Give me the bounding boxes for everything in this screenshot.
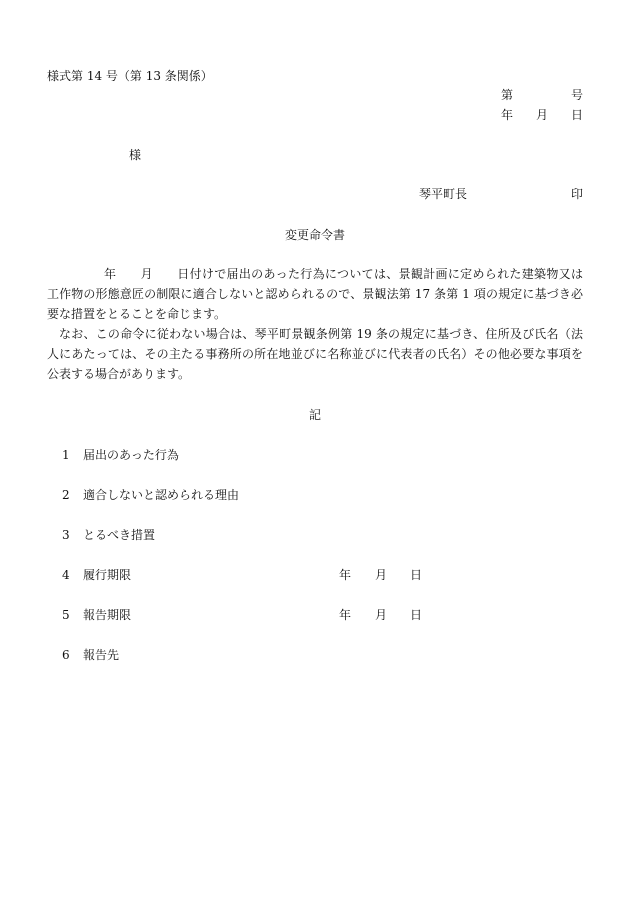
item-4-number: 4: [62, 568, 70, 582]
item-2-label: 適合しないと認められる理由: [83, 488, 240, 502]
paragraph-1-year: 年: [104, 267, 117, 281]
item-1-label: 届出のあった行為: [83, 448, 179, 462]
paragraph-1-month: 月: [140, 267, 153, 281]
header-date-month: 月: [536, 108, 549, 122]
item-4-year: 年: [339, 568, 352, 582]
paragraph-2: なお、この命令に従わない場合は、琴平町景観条例第 19 条の規定に基づき、住所及び氏名（法人にあたっては、その主たる事務所の所在地並びに名称並びに代表者の氏名）その他必要な事項を公表する場合があります。: [47, 327, 583, 381]
item-5-day: 日: [410, 608, 423, 622]
addressee-suffix: 様: [129, 148, 142, 162]
item-2-number: 2: [62, 488, 70, 502]
form-number: 様式第 14 号（第 13 条関係）: [47, 69, 213, 83]
header-date-day: 日: [571, 108, 584, 122]
item-6-number: 6: [62, 648, 70, 662]
document-title: 変更命令書: [285, 228, 346, 242]
paragraph-1: [47, 264, 583, 324]
item-4-month: 月: [375, 568, 388, 582]
doc-number-prefix: 第: [501, 88, 514, 102]
item-5-number: 5: [62, 608, 70, 622]
paragraph-1-text: 日付けで届出のあった行為については、景観計画に定められた建築物又は工作物の形態意匠の制限に適合しないと認められるので、景観法第 17 条第 1 項の規定に基づき必要な措置をとることを命じます。: [47, 267, 583, 321]
item-6-label: 報告先: [83, 648, 120, 662]
issuer-title: 琴平町長: [419, 187, 468, 201]
item-4-day: 日: [410, 568, 423, 582]
item-5-year: 年: [339, 608, 352, 622]
item-3-number: 3: [62, 528, 70, 542]
issuer-seal: 印: [571, 187, 584, 201]
ki-heading: 記: [309, 408, 322, 422]
item-5-label: 報告期限: [83, 608, 132, 622]
item-4-label: 履行期限: [83, 568, 132, 582]
item-1-number: 1: [62, 448, 70, 462]
item-3-label: とるべき措置: [83, 528, 156, 542]
item-5-month: 月: [375, 608, 388, 622]
doc-number-suffix: 号: [571, 88, 584, 102]
header-date-year: 年: [501, 108, 514, 122]
